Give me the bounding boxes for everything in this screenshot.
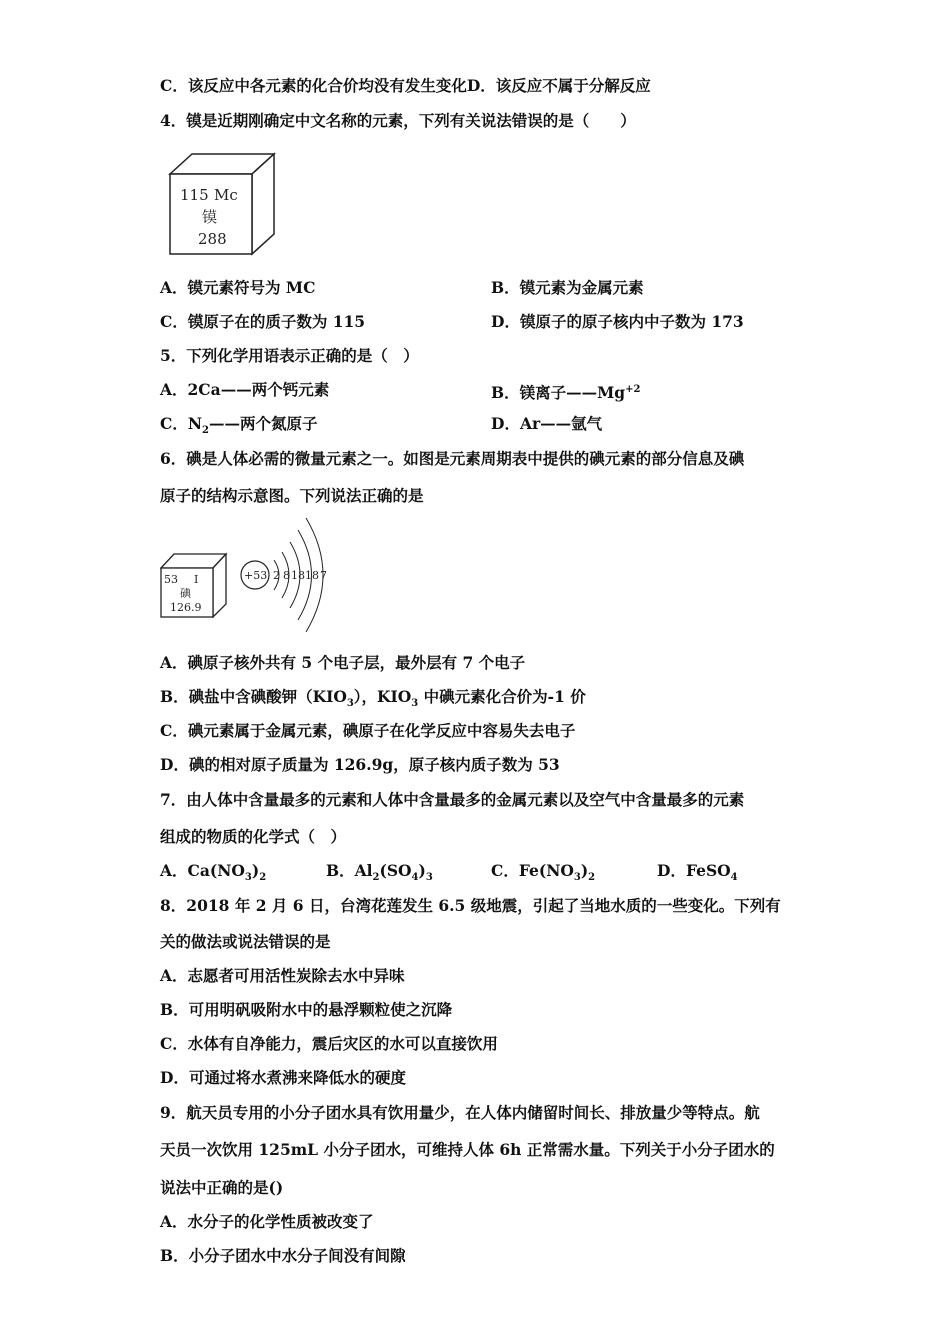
q6-tile-name: 碘 bbox=[180, 587, 191, 600]
q7-stem-line2: 组成的物质的化学式（ ） bbox=[160, 827, 347, 846]
q8-option-d: D．可通过将水煮沸来降低水的硬度 bbox=[160, 1068, 406, 1087]
q9-stem-line2: 天员一次饮用 125mL 小分子团水，可维持人体 6h 正常需水量。下列关于小分子团水的 bbox=[160, 1140, 775, 1159]
q6-atom-diagram bbox=[238, 512, 338, 634]
q6-shell-1: 2 bbox=[273, 569, 280, 582]
q4-option-a: A．镆元素符号为 MC bbox=[160, 278, 316, 297]
q4-option-d: D．镆原子的原子核内中子数为 173 bbox=[491, 312, 744, 331]
q6-option-a: A．碘原子核外共有 5 个电子层，最外层有 7 个电子 bbox=[160, 653, 526, 672]
q4-option-c: C．镆原子在的质子数为 115 bbox=[160, 312, 366, 331]
q6-option-b: B．碘盐中含碘酸钾$(KIO_3)$，$KIO_3$ 中碘元素化合价为-1 价 bbox=[160, 687, 586, 710]
q7-option-a: A．$Ca(NO_3)_2$ bbox=[160, 861, 267, 884]
q5-option-c: C．$N_2——$两个氮原子 bbox=[160, 414, 318, 437]
q6-iodine-tile bbox=[160, 552, 228, 618]
q6-shell-4: 18 bbox=[305, 569, 319, 582]
q5-option-b: B．镁离子$——Mg^{+2}$ bbox=[491, 383, 641, 403]
q9-option-a: A．水分子的化学性质被改变了 bbox=[160, 1212, 374, 1231]
q6-stem-line1: 6．碘是人体必需的微量元素之一。如图是元素周期表中提供的碘元素的部分信息及碘 bbox=[160, 449, 745, 468]
q4-option-b: B．镆元素为金属元素 bbox=[491, 278, 644, 297]
q7-option-d: D．FeSO$_4$ bbox=[657, 861, 738, 884]
q5-option-a: A．2Ca——两个钙元素 bbox=[160, 380, 330, 399]
q6-option-c: C．碘元素属于金属元素，碘原子在化学反应中容易失去电子 bbox=[160, 721, 576, 740]
q4-tile-name: 镆 bbox=[202, 208, 218, 226]
q8-stem-line2: 关的做法或说法错误的是 bbox=[160, 932, 331, 951]
q8-option-a: A．志愿者可用活性炭除去水中异味 bbox=[160, 966, 405, 985]
q7-option-c: C．$Fe(NO_3)_2$ bbox=[491, 861, 596, 884]
q9-stem-line3: 说法中正确的是() bbox=[160, 1178, 284, 1197]
q7-stem-line1: 7．由人体中含量最多的元素和人体中含量最多的金属元素以及空气中含量最多的元素 bbox=[160, 790, 745, 809]
q4-tile-symbol: Mc bbox=[214, 186, 238, 204]
q9-stem-line1: 9．航天员专用的小分子团水具有饮用量少，在人体内储留时间长、排放量少等特点。航 bbox=[160, 1103, 760, 1122]
q6-nucleus-charge: +53 bbox=[244, 569, 268, 582]
q8-option-b: B．可用明矾吸附水中的悬浮颗粒使之沉降 bbox=[160, 1000, 453, 1019]
q4-tile-mass: 288 bbox=[198, 230, 227, 248]
q4-tile-number: 115 bbox=[180, 186, 209, 204]
q7-option-b: B．$Al_2(SO_4)_3$ bbox=[326, 861, 433, 884]
q6-tile-mass: 126.9 bbox=[170, 601, 202, 614]
q6-shell-3: 18 bbox=[291, 569, 305, 582]
q6-tile-number: 53 bbox=[164, 573, 178, 586]
q3-option-c: C．该反应中各元素的化合价均没有发生变化 bbox=[160, 76, 467, 95]
q8-stem-line1: 8．2018 年 2 月 6 日，台湾花莲发生 6.5 级地震，引起了当地水质的一些变化。下列有 bbox=[160, 896, 781, 915]
q6-option-d: D．碘的相对原子质量为 126.9g，原子核内质子数为 53 bbox=[160, 755, 560, 774]
q4-stem: 4．镆是近期刚确定中文名称的元素，下列有关说法错误的是（ ） bbox=[160, 111, 636, 130]
q5-stem: 5．下列化学用语表示正确的是（ ） bbox=[160, 346, 419, 365]
q6-tile-symbol: I bbox=[194, 573, 199, 586]
q5-option-d: D．Ar——氩气 bbox=[491, 414, 603, 433]
q3-option-d: D．该反应不属于分解反应 bbox=[466, 76, 651, 95]
q3-option-c-d bbox=[160, 76, 651, 96]
q6-shell-5: 7 bbox=[320, 569, 327, 582]
q6-shell-2: 8 bbox=[283, 569, 290, 582]
q4-element-tile bbox=[168, 152, 278, 258]
q9-option-b: B．小分子团水中水分子间没有间隙 bbox=[160, 1246, 406, 1265]
q8-option-c: C．水体有自净能力，震后灾区的水可以直接饮用 bbox=[160, 1034, 498, 1053]
q6-stem-line2: 原子的结构示意图。下列说法正确的是 bbox=[160, 486, 424, 505]
